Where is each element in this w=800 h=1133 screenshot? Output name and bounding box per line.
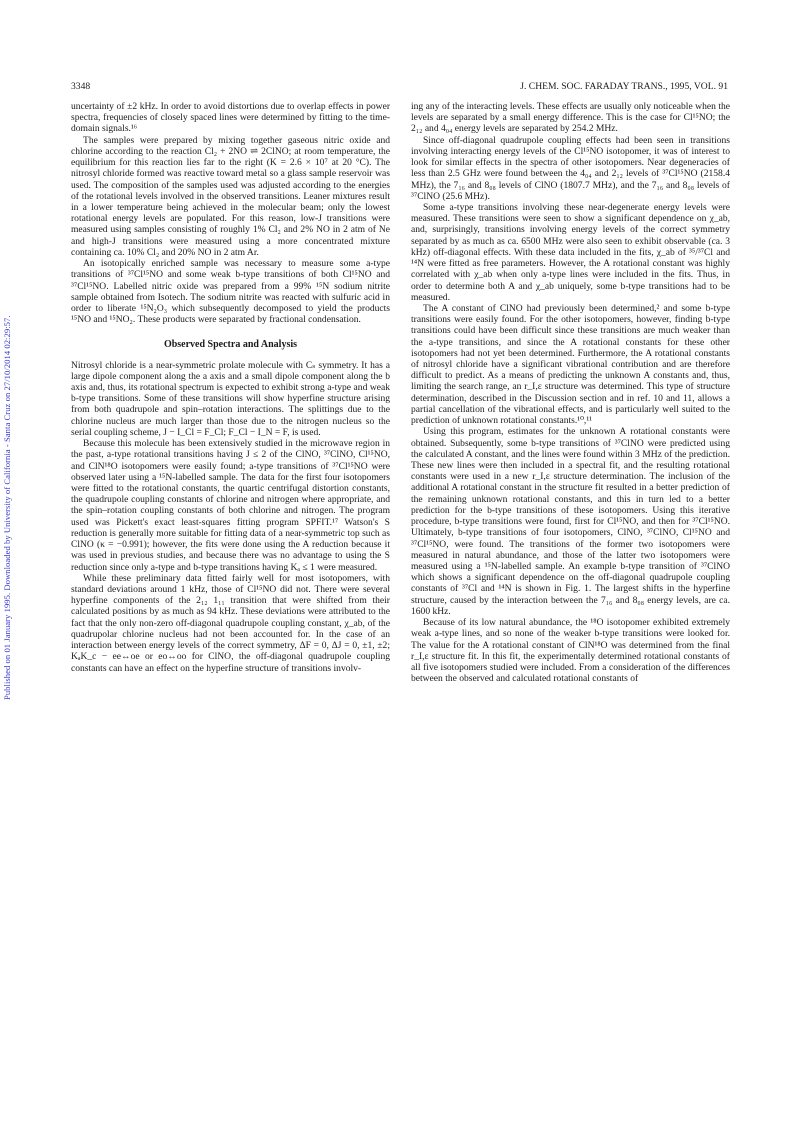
page-number: 3348 [71,81,91,92]
paragraph: While these preliminary data fitted fairly well for most isotopomers, with standard deviations around 1 kHz, those of Cl¹⁵NO did not. There were several hyperfine components of the 2₁₂ 1₁₁ transition that were shifted from their calculated positions by as much as 94 kHz. These deviations were attributed to the fact that the only non-zero off-diagonal quadrupole coupling constant, χ_ab, of the quadrupolar chlorine nucleus had not been accounted for. In the case of an interaction between energy levels of the correct symmetry, ΔF = 0, ΔJ = 0, ±1, ±2; KₐK_c − ee↔oe or eo↔oo for ClNO, the off-diagonal quadrupole coupling constants can have an effect on the hyperfine structure of transitions involv- [71,572,390,674]
right-column [411,101,730,684]
paragraph: The A constant of ClNO had previously been determined,² and some b-type transitions were easily found. For the other isotopomers, however, finding b-type transitions could have been difficult since these transitions are much weaker than the a-type transitions, and since the A rotational constants for these other isotopomers had not yet been determined. Furthermore, the A rotational constants of nitrosyl chloride have a significant vibrational contribution and are therefore difficult to predict. As a means of predicting the unknown A constants and, thus, limiting the search range, an r_I,ε structure was determined. This type of structure determination, described in the Discussion section and in ref. 10 and 11, allows a partial cancellation of the vibrational effects, and is particularly well suited to the prediction of unknown rotational constants.¹⁰,¹¹ [411,302,730,427]
journal-running-head: J. CHEM. SOC. FARADAY TRANS., 1995, VOL. 91 [520,81,728,92]
paragraph: uncertainty of ±2 kHz. In order to avoid distortions due to overlap effects in power spectra, frequencies of closely spaced lines were determined by fitting to the time-domain signals.¹⁶ [71,101,390,135]
left-column [71,101,390,674]
paragraph: Since off-diagonal quadrupole coupling effects had been seen in transitions involving interacting energy levels of the Cl¹⁵NO isotopomer, it was of interest to look for similar effects in the spectra of other isotopomers. Near degeneracies of less than 2.5 GHz were found between the 4₀₄ and 2₁₂ levels of ³⁷Cl¹⁵NO (2158.4 MHz), the 7₁₆ and 8₀₈ levels of ClNO (1807.7 MHz), and the 7₁₆ and 8₀₈ levels of ³⁷ClNO (25.6 MHz). [411,134,730,202]
paragraph: Some a-type transitions involving these near-degenerate energy levels were measured. These transitions were seen to show a significant dependence on χ_ab, and, surprisingly, transitions involving energy levels of the correct symmetry separated by as much as ca. 6500 MHz were also seen to exhibit observable (ca. 3 kHz) off-diagonal effects. With these data included in the fits, χ_ab of ³⁵/³⁷Cl and ¹⁴N were fitted as free parameters. However, the A rotational constant was highly correlated with χ_ab when only a-type lines were included in the fits. Thus, in order to determine both A and χ_ab uniquely, some b-type transitions had to be measured. [411,201,730,303]
paragraph: ing any of the interacting levels. These effects are usually only noticeable when the levels are separated by a small energy difference. This is the case for Cl¹⁵NO; the 2₁₂ and 4₀₄ energy levels are separated by 254.2 MHz. [411,101,730,135]
paragraph: The samples were prepared by mixing together gaseous nitric oxide and chlorine according to the reaction Cl₂ + 2NO ⇌ 2ClNO; at room temperature, the equilibrium for this reaction lies far to the right (K = 2.6 × 10⁷ at 20 °C). The nitrosyl chloride formed was reactive toward metal so a glass sample reservoir was used. The composition of the samples used was adjusted according to the energies of the rotational levels involved in the observed transitions. Leaner mixtures result in a lower temperature being achieved in the molecular beam; only the lowest rotational energy levels are populated. For this reason, low-J transitions were measured using samples consisting of roughly 1% Cl₂ and 2% NO in 2 atm of Ne and high-J transitions were measured using a more concentrated mixture containing ca. 10% Cl₂ and 20% NO in 2 atm Ar. [71,134,390,258]
paragraph: An isotopically enriched sample was necessary to measure some a-type transitions of ³⁷Cl¹⁵NO and some weak b-type transitions of both Cl¹⁵NO and ³⁷Cl¹⁵NO. Labelled nitric oxide was prepared from a 99% ¹⁵N sodium nitrite sample obtained from Isotech. The sodium nitrite was reacted with sulfuric acid in order to liberate ¹⁵N₂O₃ which subsequently decomposed to yield the products ¹⁵NO and ¹⁵NO₂. These products were separated by fractional condensation. [71,258,390,326]
download-notice: Published on 01 January 1995. Downloaded by University of California - Santa Cruz on 27/10/2014 02:29:57. [2,315,12,700]
paragraph: Using this program, estimates for the unknown A rotational constants were obtained. Subsequently, some b-type transitions of ³⁷ClNO were predicted using the calculated A constant, and the lines were found within 3 MHz of the prediction. These new lines were then included in a spectral fit, and the resulting rotational constants were used in a new r_I,ε structure determination. The inclusion of the additional A rotational constant in the structure fit resulted in a better prediction of the remaining unknown rotational constants, and this in turn led to a better prediction for the b-type transitions of these isotopomers. Using this iterative procedure, b-type transitions were found, first for Cl¹⁵NO, and then for ³⁷Cl¹⁵NO. Ultimately, b-type transitions of four isotopomers, ClNO, ³⁷ClNO, Cl¹⁵NO and ³⁷Cl¹⁵NO, were found. The transitions of the former two isotopomers were measured in natural abundance, and those of the latter two isotopomers were measured using a ¹⁵N-labelled sample. An example b-type transition of ³⁷ClNO which shows a significant dependence on the off-diagonal quadrupole coupling constants of ³⁷Cl and ¹⁴N is shown in Fig. 1. The largest shifts in the hyperfine structure, caused by the interaction between the 7₁₆ and 8₀₈ energy levels, are ca. 1600 kHz. [411,426,730,617]
paragraph: Nitrosyl chloride is a near-symmetric prolate molecule with Cₛ symmetry. It has a large dipole component along the a axis and a small dipole component along the b axis and, thus, its rotational spectrum is expected to exhibit strong a-type and weak b-type transitions. Some of these transitions will show hyperfine structure arising from both quadrupole and spin–rotation interactions. The splittings due to the chlorine nucleus are much larger than those due to the nitrogen nucleus so the serial coupling scheme, J − I_Cl = F_Cl; F_Cl − I_N = F, is used. [71,359,390,438]
section-heading: Observed Spectra and Analysis [163,339,298,351]
paragraph: Because this molecule has been extensively studied in the microwave region in the past, a-type rotational transitions having J ≤ 2 of the ClNO, ³⁷ClNO, Cl¹⁵NO, and ClN¹⁸O isotopomers were easily found; a-type transitions of ³⁷Cl¹⁵NO were observed later using a ¹⁵N-labelled sample. The data for the first four isotopomers were fitted to the rotational constants, the quartic centrifugal distortion constants, the quadrupole coupling constants of chlorine and nitrogen where appropriate, and the spin–rotation coupling constants of both chlorine and nitrogen. The program used was Pickett's exact least-squares fitting program SPFIT.¹⁷ Watson's S reduction is generally more suitable for fitting data of a near-symmetric top such as ClNO (κ = −0.991); however, the fits were done using the A reduction because it was used in previous studies, and because there was no advantage to using the S reduction since only a-type and b-type transitions having Kₐ ≤ 1 were measured. [71,438,390,573]
paragraph: Because of its low natural abundance, the ¹⁸O isotopomer exhibited extremely weak a-type lines, and so none of the weaker b-type transitions were looked for. The value for the A rotational constant of ClN¹⁸O was determined from the final r_I,ε structure fit. In this fit, the experimentally determined rotational constants of all five isotopomers studied were included. From a consideration of the differences between the observed and calculated rotational constants of [411,617,730,685]
